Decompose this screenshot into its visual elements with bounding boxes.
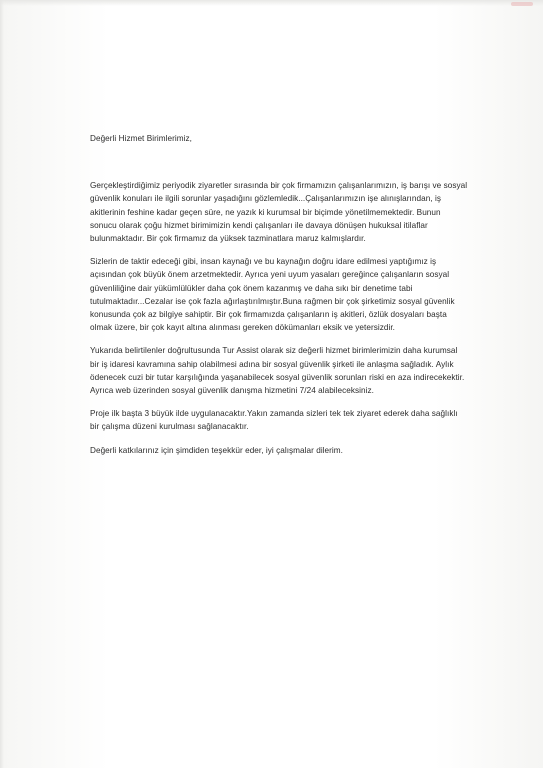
paragraph-2: [90, 255, 470, 334]
paragraph-line: olmak üzere, bir çok kayıt altına alınması gereken dökümanları eksik ve yetersizdir.: [90, 323, 395, 333]
paragraph-5: [90, 444, 470, 457]
paragraph-line: konusunda çok az bilgiye sahiptir. Bir çok firmamızda çalışanların iş akitleri, özlük dosyaları başta: [90, 310, 447, 320]
paragraph-line: güvenliliğine dair yükümlülükler daha çok önem kazanmış ve daha sıkı bir denetime tabi: [90, 283, 413, 293]
paragraph-line: bir iş idaresi kavramına sahip olabilmesi adına bir sosyal güvenlik şirketi ile anlaşma sağladık. Aylık: [90, 359, 454, 369]
paragraph-line: akitlerinin feshine kadar geçen süre, ne yazık ki kurumsal bir biçimde yönetilmemektedir. Bunun: [90, 207, 441, 217]
letter-greeting: Değerli Hizmet Birimlerimiz,: [90, 134, 192, 143]
paragraph-line: Sizlerin de taktir edeceği gibi, insan kaynağı ve bu kaynağın doğru idare edilmesi yaptığımız iş: [90, 257, 437, 267]
paragraph-line: sonucu olarak çoğu hizmet birimimizin kendi çalışanları ile davaya dönüşen hukuksal itilaflar: [90, 220, 428, 230]
paragraph-3: [90, 344, 470, 397]
paragraph-line: Gerçekleştirdiğimiz periyodik ziyaretler sırasında bir çok firmamızın çalışanlarımızın, iş barışı ve sosyal: [90, 181, 468, 191]
paragraph-line: bulunmaktadır. Bir çok firmamız da yüksek tazminatlara maruz kalmışlardır.: [90, 234, 366, 244]
scan-edge-top: [0, 0, 543, 6]
paragraph-line: Değerli katkılarınız için şimdiden teşekkür eder, iyi çalışmalar dilerim.: [90, 445, 343, 455]
paragraph-line: bir çalışma düzeni kurulması sağlanacaktır.: [90, 422, 249, 432]
scan-edge-left: [0, 0, 4, 768]
paragraph-line: açısından çok büyük önem arzetmektedir. Ayrıca yeni uyum yasaları gereğince çalışanların sosyal: [90, 270, 450, 280]
paragraph-line: ödenecek cuzi bir tutar karşılığında yaşanabilecek sosyal güvenlik sorunları riski en aza indirecekektir.: [90, 372, 465, 382]
paragraph-1: [90, 179, 470, 245]
letter-body: [90, 132, 470, 467]
paragraph-line: Proje ilk başta 3 büyük ilde uygulanacaktır.Yakın zamanda sizleri tek tek ziyaret ederek daha sağlıklı: [90, 409, 458, 419]
paragraph-4: [90, 407, 470, 433]
paragraph-line: Ayrıca web üzerinden sosyal güvenlik danışma hizmetini 7/24 alabileceksiniz.: [90, 386, 374, 396]
paragraph-line: Yukarıda belirtilenler doğrultusunda Tur Assist olarak siz değerli hizmet birimlerimizin daha kurumsal: [90, 346, 458, 356]
scan-mark: [511, 2, 533, 6]
paragraph-line: güvenlik konuları ile ilgili sorunlar yaşadığını gözlemledik...Çalışanlarımızın işe alınışlarından, iş: [90, 194, 441, 204]
paragraph-line: tutulmaktadır...Cezalar ise çok fazla ağırlaştırılmıştır.Buna rağmen bir çok şirketimiz sosyal güvenlik: [90, 296, 455, 306]
